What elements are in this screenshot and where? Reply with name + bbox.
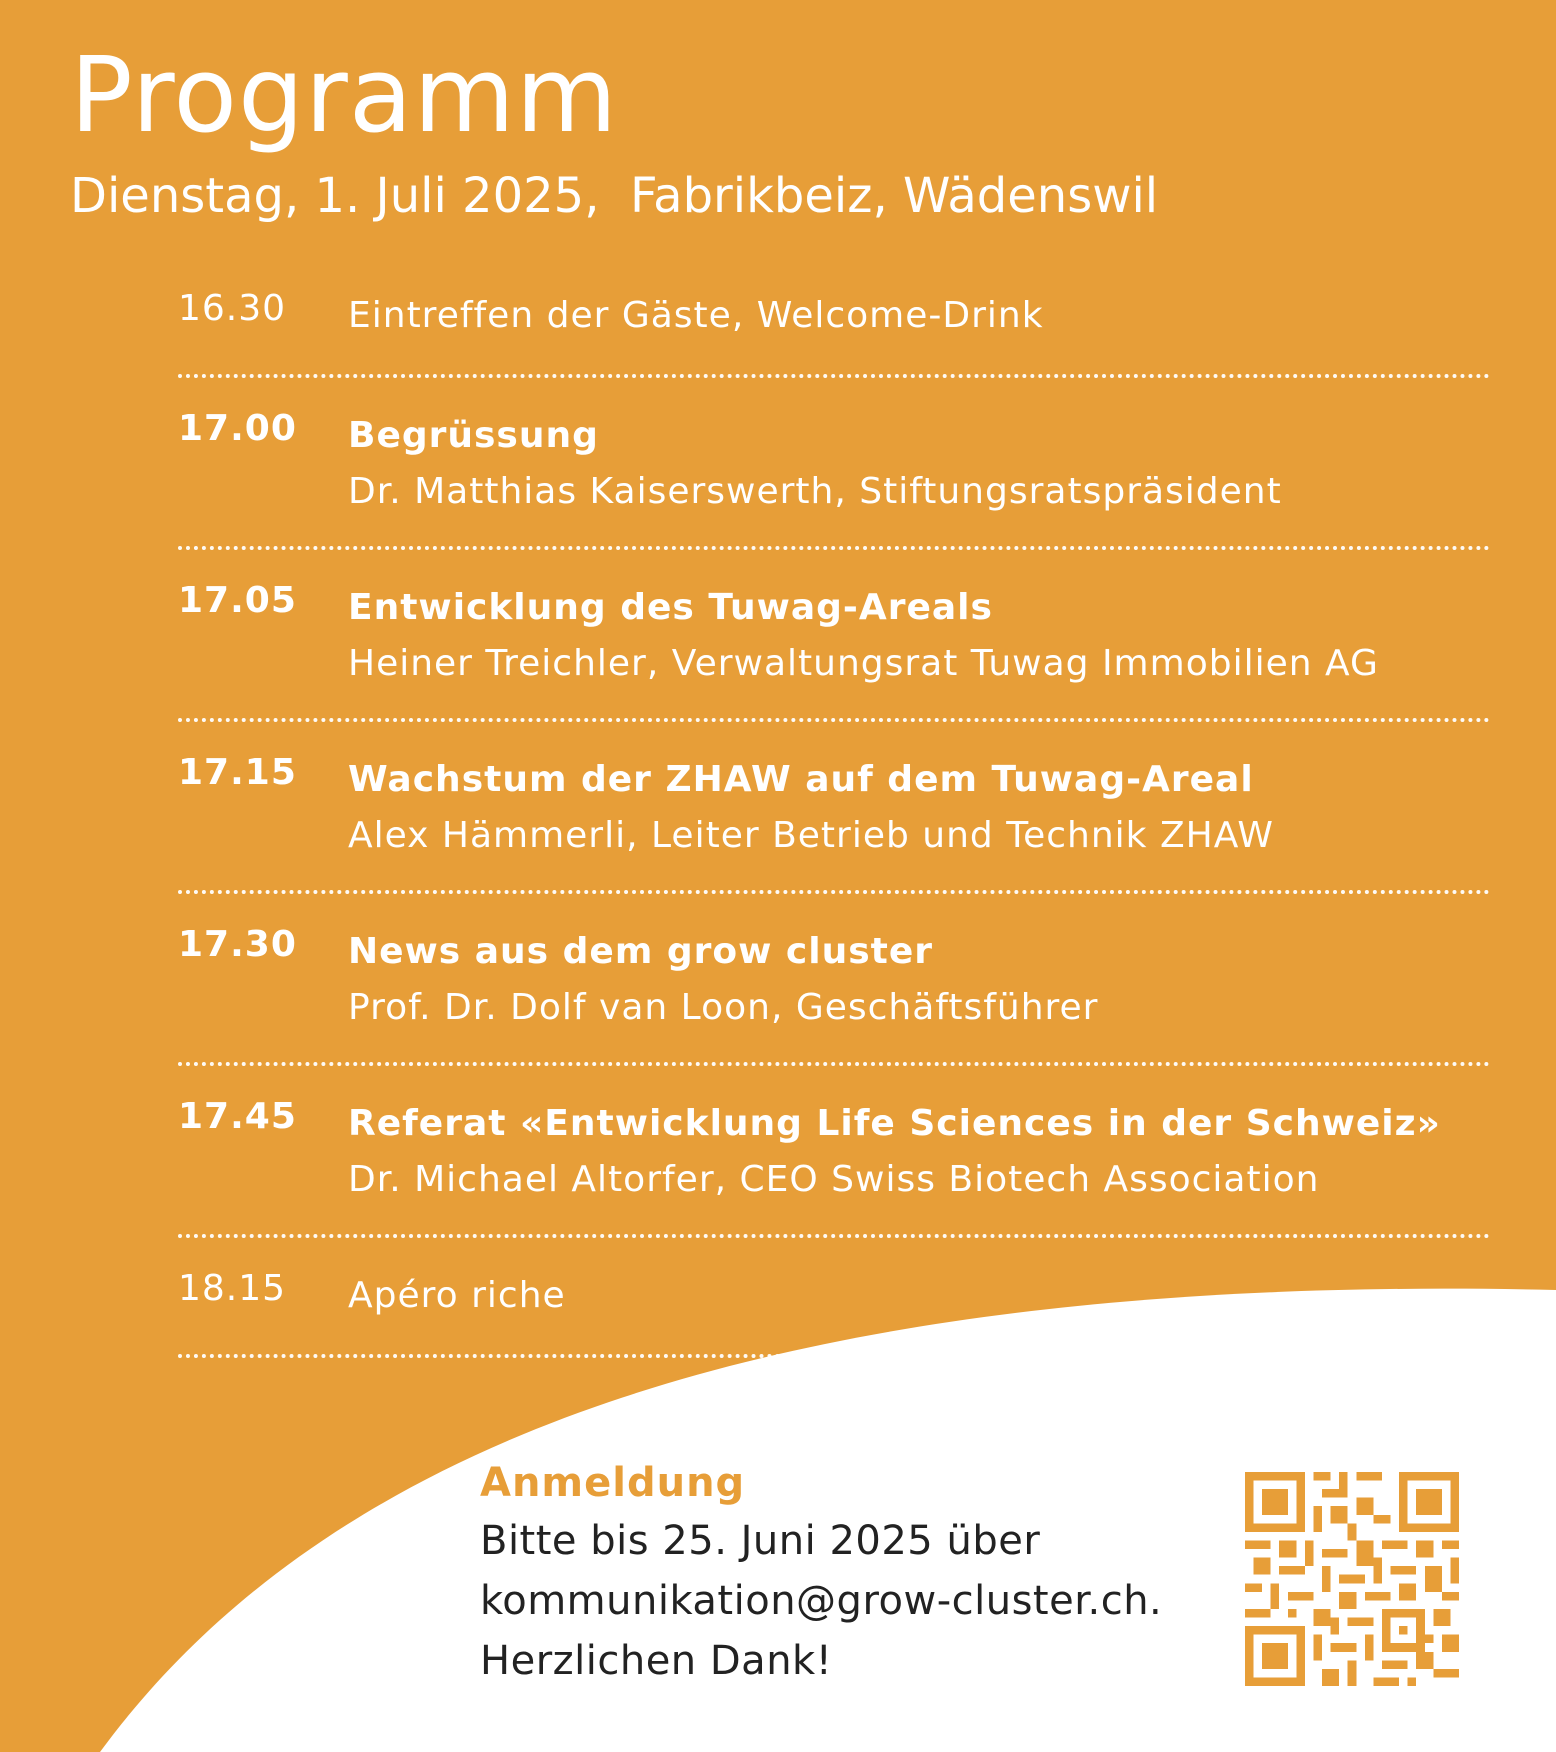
- agenda-title: Wachstum der ZHAW auf dem Tuwag-Areal: [348, 759, 1254, 800]
- agenda-row: [178, 280, 1490, 378]
- registration-thanks: Herzlichen Dank!: [480, 1638, 833, 1684]
- agenda-row: [178, 572, 1490, 722]
- agenda-row: [178, 916, 1490, 1066]
- agenda-speaker: Heiner Treichler, Verwaltungsrat Tuwag Immobilien AG: [348, 643, 1379, 684]
- registration-block: [480, 1455, 1240, 1691]
- agenda-row: [178, 1088, 1490, 1238]
- page-title: Programm: [70, 34, 619, 156]
- agenda-row: [178, 744, 1490, 894]
- agenda-speaker: Alex Hämmerli, Leiter Betrieb und Technik ZHAW: [348, 815, 1274, 856]
- agenda-title: Begrüssung: [348, 415, 599, 456]
- agenda-row: [178, 1260, 1490, 1358]
- registration-deadline: Bitte bis 25. Juni 2025 über: [480, 1518, 1041, 1564]
- agenda-title: News aus dem grow cluster: [348, 931, 934, 972]
- agenda-time: 16.30: [178, 288, 287, 329]
- event-date-location: Dienstag, 1. Juli 2025, Fabrikbeiz, Wädenswil: [70, 168, 1159, 224]
- agenda-time: 17.00: [178, 408, 297, 449]
- agenda-time: 17.15: [178, 752, 297, 793]
- registration-email[interactable]: kommunikation@grow-cluster.ch.: [480, 1578, 1163, 1624]
- agenda-time: 17.30: [178, 924, 297, 965]
- agenda-list: [178, 280, 1490, 1380]
- agenda-speaker: Dr. Michael Altorfer, CEO Swiss Biotech Association: [348, 1159, 1320, 1200]
- agenda-title: Apéro riche: [348, 1275, 566, 1316]
- registration-heading: Anmeldung: [480, 1460, 746, 1506]
- agenda-speaker: Dr. Matthias Kaiserswerth, Stiftungsratspräsident: [348, 471, 1282, 512]
- agenda-row: [178, 400, 1490, 550]
- agenda-title: Referat «Entwicklung Life Sciences in der Schweiz»: [348, 1103, 1441, 1144]
- agenda-speaker: Prof. Dr. Dolf van Loon, Geschäftsführer: [348, 987, 1099, 1028]
- agenda-time: 17.45: [178, 1096, 297, 1137]
- agenda-title: Entwicklung des Tuwag-Areals: [348, 587, 993, 628]
- agenda-time: 17.05: [178, 580, 297, 621]
- agenda-time: 18.15: [178, 1268, 287, 1309]
- qr-code-icon[interactable]: [1245, 1472, 1459, 1686]
- agenda-title: Eintreffen der Gäste, Welcome-Drink: [348, 295, 1044, 336]
